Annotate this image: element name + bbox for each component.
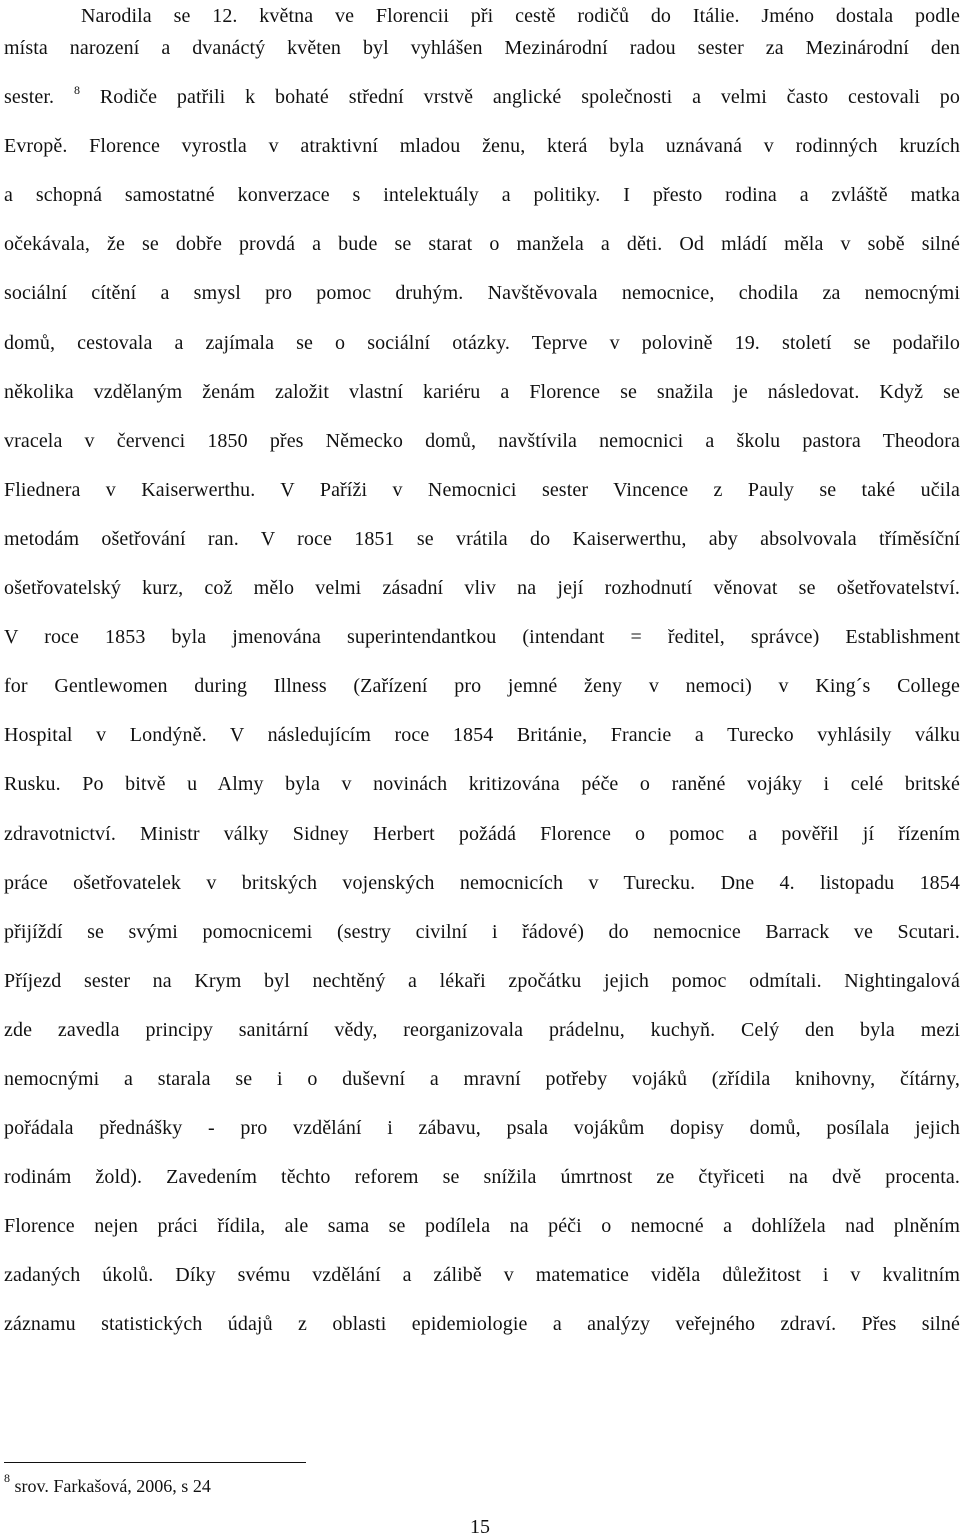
text-line: Narodila se 12. května ve Florencii při cestě rodičů do Itálie. Jméno dostala podle [81,5,960,27]
footnote-text: srov. Farkašová, 2006, s 24 [14,1476,211,1496]
text-line: očekávala, že se dobře provdá a bude se starat o manžela a děti. Od mládí měla v sobě silné [4,233,960,256]
text-line: zadaných úkolů. Díky svému vzdělání a zálibě v matematice viděla důležitost i v kvalitním [4,1264,960,1287]
text-line: Hospital v Londýně. V následujícím roce 1854 Británie, Francie a Turecko vyhlásily válku [4,724,960,747]
text-line: zde zavedla principy sanitární vědy, reorganizovala prádelnu, kuchyň. Celý den byla mezi [4,1018,960,1041]
text-line: rodinám žold). Zavedením těchto reforem se snížila úmrtnost ze čtyřiceti na dvě procenta. [4,1166,960,1189]
text-line: domů, cestovala a zajímala se o sociální otázky. Teprve v polovině 19. století se podařilo [4,331,960,354]
text-line: Evropě. Florence vyrostla v atraktivní mladou ženu, která byla uznávaná v rodinných kruzích [4,135,960,158]
text-line: přijíždí se svými pomocnicemi (sestry civilní i řádové) do nemocnice Barrack ve Scutari. [4,920,960,943]
text-segment: sester. [4,86,55,109]
text-line: zdravotnictví. Ministr války Sidney Herbert požádá Florence o pomoc a pověřil jí řízením [4,822,960,845]
text-line: nemocnými a starala se i o duševní a mravní potřeby vojáků (zřídila knihovny, čítárny, [4,1067,960,1090]
text-line: pořádala přednášky - pro vzdělání i zábavu, psala vojákům dopisy domů, posílala jejich [4,1117,960,1140]
text-line: metodám ošetřování ran. V roce 1851 se vrátila do Kaiserwerthu, aby absolvovala tříměsíční [4,527,960,550]
text-line: záznamu statistických údajů z oblasti epidemiologie a analýzy veřejného zdraví. Přes silné [4,1313,960,1336]
text-line: místa narození a dvanáctý květen byl vyhlášen Mezinárodní radou sester za Mezinárodní den [4,37,960,59]
text-line: vracela v červenci 1850 přes Německo domů, navštívila nemocnici a školu pastora Theodora [4,429,960,452]
page-number: 15 [470,1516,490,1538]
text-line: práce ošetřovatelek v britských vojenských nemocnicích v Turecku. Dne 4. listopadu 1854 [4,871,960,894]
body-paragraph [4,0,960,1358]
text-line: Rusku. Po bitvě u Almy byla v novinách kritizována péče o raněné vojáky i celé britské [4,773,960,796]
text-line [4,81,960,130]
text-line: sociální cítění a smysl pro pomoc druhým. Navštěvovala nemocnice, chodila za nemocnými [4,282,960,305]
text-segment: Rodiče patřili k bohaté střední vrstvě anglické společnosti a velmi často cestovali po [99,86,960,109]
footnote-mark: 8 [4,1471,10,1485]
text-line: Florence nejen práci řídila, ale sama se podílela na péči o nemocné a dohlížela nad plněním [4,1215,960,1238]
text-line: V roce 1853 byla jmenována superintendantkou (intendant = ředitel, správce) Establishment [4,626,960,649]
text-line: ošetřovatelský kurz, což mělo velmi zásadní vliv na její rozhodnutí věnovat se ošetřovatelství. [4,577,960,600]
footnote [4,1473,211,1499]
text-line: Fliednera v Kaiserwerthu. V Paříži v Nemocnici sester Vincence z Pauly se také učila [4,478,960,501]
footnote-separator [4,1462,306,1463]
text-line: několika vzdělaným ženám založit vlastní kariéru a Florence se snažila je následovat. Když se [4,380,960,403]
text-line: a schopná samostatné konverzace s intelektuály a politiky. I přesto rodina a zvláště matka [4,184,960,207]
text-line: Příjezd sester na Krym byl nechtěný a lékaři zpočátku jejich pomoc odmítali. Nightingalová [4,969,960,992]
text-line: for Gentlewomen during Illness (Zařízení pro jemné ženy v nemoci) v King´s College [4,675,960,698]
footnote-reference: 8 [73,83,81,98]
